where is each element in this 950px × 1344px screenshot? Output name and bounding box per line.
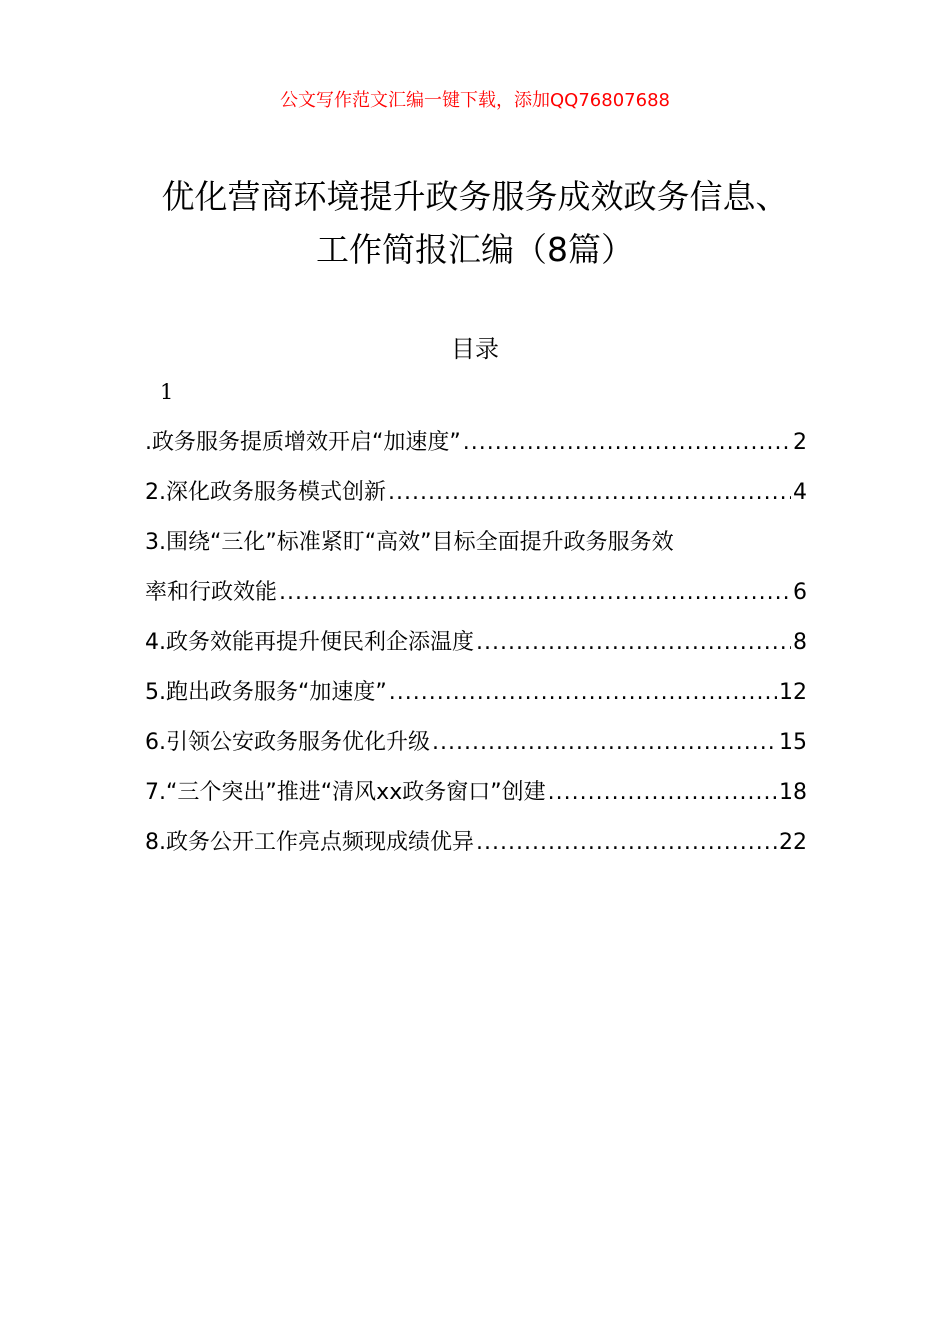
toc-entry-6[interactable] bbox=[145, 718, 807, 768]
toc-entry-page: 2 bbox=[793, 430, 807, 455]
toc-leader-dots bbox=[548, 768, 777, 818]
toc-heading: 目录 bbox=[451, 335, 499, 363]
toc-entry-5[interactable] bbox=[145, 668, 807, 718]
document-title-line-1: 优化营商环境提升政务服务成效政务信息、 bbox=[161, 177, 789, 216]
header-note: 公文写作范文汇编一键下载，添加QQ76807688 bbox=[280, 90, 670, 111]
toc-leader-dots bbox=[389, 668, 777, 718]
toc-leader-dots bbox=[279, 568, 791, 618]
toc-entry-label: 7.“三个突出”推进“清风xx政务窗口”创建 bbox=[145, 780, 546, 805]
toc-entry-label: 6.引领公安政务服务优化升级 bbox=[145, 730, 430, 755]
toc-entry-label: 4.政务效能再提升便民利企添温度 bbox=[145, 630, 474, 655]
toc-leader-dots bbox=[463, 418, 791, 468]
toc-stray-number: 1 bbox=[160, 380, 174, 404]
toc-leader-dots bbox=[476, 618, 791, 668]
toc-entry-label: .政务服务提质增效开启“加速度” bbox=[145, 430, 461, 455]
toc-entry-label: 5.跑出政务服务“加速度” bbox=[145, 680, 387, 705]
toc-leader-dots bbox=[388, 468, 791, 518]
toc-entry-4[interactable] bbox=[145, 618, 807, 668]
toc-entry-page: 8 bbox=[793, 630, 807, 655]
toc-leader-dots bbox=[432, 718, 777, 768]
toc-entry-page: 18 bbox=[779, 780, 807, 805]
toc-entry-page: 4 bbox=[793, 480, 807, 505]
toc-entry-page: 12 bbox=[779, 680, 807, 705]
document-title-line-2: 工作简报汇编（8篇） bbox=[316, 230, 634, 269]
toc-entry-label: 8.政务公开工作亮点频现成绩优异 bbox=[145, 830, 474, 855]
toc-entry-3-line-1[interactable]: 3.围绕“三化”标准紧盯“高效”目标全面提升政务服务效 bbox=[145, 530, 674, 555]
toc-entry-3[interactable] bbox=[145, 568, 807, 618]
toc-entry-page: 15 bbox=[779, 730, 807, 755]
toc-entry-8[interactable] bbox=[145, 818, 807, 868]
toc-entry-2[interactable] bbox=[145, 468, 807, 518]
toc-entry-label: 率和行政效能 bbox=[145, 580, 278, 605]
toc-entry-1[interactable] bbox=[145, 418, 807, 468]
document-title bbox=[130, 170, 820, 276]
toc-entry-page: 6 bbox=[793, 580, 807, 605]
toc-entry-label: 2.深化政务服务模式创新 bbox=[145, 480, 386, 505]
table-of-contents bbox=[145, 418, 807, 868]
toc-entry-page: 22 bbox=[779, 830, 807, 855]
toc-entry-7[interactable] bbox=[145, 768, 807, 818]
toc-leader-dots bbox=[476, 818, 777, 868]
